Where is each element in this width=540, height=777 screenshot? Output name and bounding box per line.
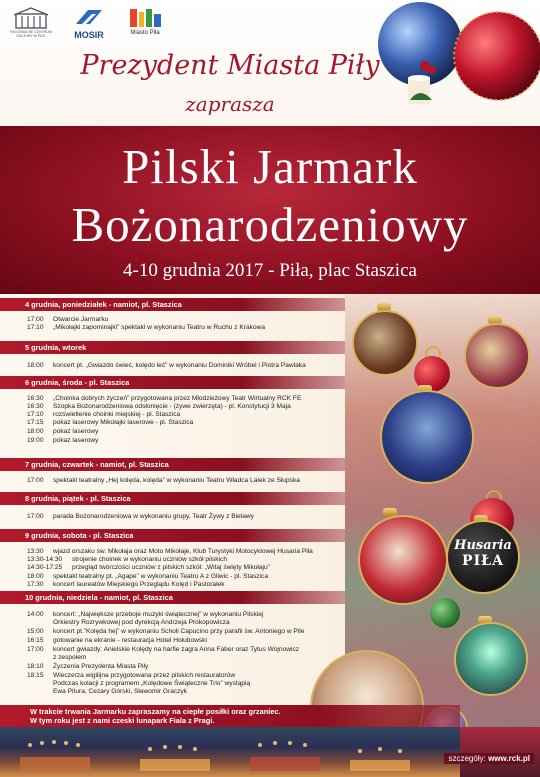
- event-description: spektakl teatralny „Hej kolęda, kolęda” w wykonaniu Teatru Władca Lalek ze Słupska: [53, 477, 300, 484]
- event-description: Wieczerza wigilijna przygotowana przez pilskich restauratorów: [53, 672, 236, 679]
- event-description: „Choinka dobrych życzeń” przygotowana przez Młodzieżowy Teatr Wirtualny RCK FE: [53, 395, 302, 402]
- event-row: [27, 564, 357, 572]
- day-header: 9 grudnia, sobota - pl. Staszica: [0, 529, 345, 542]
- event-time: 16:15: [27, 637, 44, 644]
- event-time: 19:00: [27, 437, 44, 444]
- event-description: koncert laureatów Miejskiego Przeglądu Kolęd i Pastorałek: [53, 581, 225, 588]
- pila-letters-icon: [124, 6, 166, 30]
- event-description: koncert pt. „Gwiazdo świeć, kolędo leć” w wykonaniu Dominiki Wróbel i Piotra Pawlaka: [53, 362, 306, 369]
- event-continuation: Podczas kolacji z programem „Kolędowe Świąteczne Trio” wystąpią: [53, 680, 251, 687]
- event-description: pokaz laserowy Mikołajki laserowe - pl. Staszica: [53, 419, 194, 426]
- rck-building-icon: [10, 6, 52, 30]
- event-row: [27, 672, 357, 680]
- husaria-city: PIŁA: [462, 553, 504, 569]
- ornament-photo-1: [352, 310, 418, 376]
- event-description: „Mikołajki zapominajki” spektakl w wykonaniu Teatru w Ruchu z Krakowa: [53, 324, 266, 331]
- event-time: 13:30-14:30: [27, 556, 63, 563]
- event-time: 13:30: [27, 548, 44, 555]
- event-row: [27, 646, 357, 654]
- event-time: 17:30: [27, 581, 44, 588]
- day-header: 8 grudnia, piątek - pl. Staszica: [0, 492, 345, 505]
- logos: [8, 6, 166, 40]
- event-description: przegląd twórczości uczniów z pilskich szkół: „Witaj święty Mikołaju”: [72, 564, 270, 571]
- day-header: 7 grudnia, czwartek - namiot, pl. Staszica: [0, 458, 345, 471]
- event-time: 18:00: [27, 573, 44, 580]
- details-link-box: [444, 753, 534, 764]
- invites-line: zaprasza: [185, 92, 275, 116]
- event-time: 17:00: [27, 477, 44, 484]
- event-description: koncert: „Największe przeboje muzyki świątecznej” w wykonaniu Pilskiej: [53, 611, 264, 618]
- mosir-logo: [68, 6, 110, 40]
- event-time: 17:10: [27, 324, 44, 331]
- event-row: [27, 362, 357, 370]
- event-description: Życzenia Prezydenta Miasta Piły: [53, 663, 149, 670]
- event-row: [27, 573, 357, 581]
- day-header: 4 grudnia, poniedziałek - namiot, pl. Staszica: [0, 298, 345, 311]
- details-url[interactable]: www.rck.pl: [488, 754, 530, 763]
- event-row: [27, 581, 357, 589]
- event-time: 18:00: [27, 362, 44, 369]
- event-dates-place: 4-10 grudnia 2017 - Piła, plac Staszica: [123, 260, 417, 281]
- event-description: pokaz laserowy: [53, 437, 99, 444]
- event-description: parada Bożonarodzeniowa w wykonaniu grupy, Teatr Żywy z Bielawy: [53, 513, 254, 520]
- event-description: koncert gwiazdy: Anielskie Kolędy na harfie zagra Anna Faber oraz Tytus Wojnowicz: [53, 646, 300, 653]
- event-row: [27, 637, 357, 645]
- details-label: szczegóły:: [448, 754, 486, 763]
- event-time: 17:00: [27, 513, 44, 520]
- event-row: [27, 403, 357, 411]
- event-description: Szopka Bożonarodzeniowa odsłonięcie - (żywe zwierzęta) - pl. Konstytucji 3 Maja: [53, 403, 291, 410]
- ornament-photo-2: [464, 323, 530, 389]
- day-header: 10 grudnia, niedziela - namiot, pl. Staszica: [0, 591, 345, 604]
- event-row: [27, 663, 357, 671]
- mosir-wave-icon: [68, 6, 110, 30]
- event-row: [27, 428, 357, 436]
- event-continuation: Ewa Pitura, Cezary Górski, Sławomir Graczyk: [53, 688, 188, 695]
- event-row: [27, 316, 357, 324]
- lunapark-photo: [0, 727, 460, 777]
- event-row: [27, 411, 357, 419]
- husaria-title: Husaria: [454, 538, 512, 553]
- event-row: [27, 513, 357, 521]
- footer-line-1: W trakcie trwania Jarmarku zapraszamy na ciepłe posiłki oraz grzaniec.: [30, 707, 281, 716]
- ornament-santa-photo: [358, 515, 448, 605]
- husaria-badge: [451, 538, 515, 569]
- event-row: [27, 556, 357, 564]
- event-row: [27, 477, 357, 485]
- event-row: [27, 437, 357, 445]
- event-time: 17:00: [27, 646, 44, 653]
- mosir-logo-text: MOSIR: [74, 30, 104, 40]
- event-row: [27, 548, 357, 556]
- presenter-line: Prezydent Miasta Piły: [80, 50, 380, 81]
- event-continuation: z zespołem: [53, 654, 87, 661]
- ornament-harp-photo: [380, 390, 474, 484]
- day-header: 6 grudnia, środa - pl. Staszica: [0, 376, 345, 389]
- event-row: [27, 628, 357, 636]
- rck-logo: [8, 6, 54, 38]
- event-description: pokaz laserowy: [53, 428, 99, 435]
- event-title-line2: Bożonarodzeniowy: [71, 197, 469, 252]
- event-row: [27, 419, 357, 427]
- bottom-right-photo: [460, 727, 540, 777]
- event-time: 18:15: [27, 672, 44, 679]
- carousel-lights-icon: [0, 727, 460, 777]
- ornament-green-small: [430, 598, 460, 628]
- day-header: 5 grudnia, wtorek: [0, 341, 345, 354]
- pila-logo: [124, 6, 166, 36]
- event-continuation: Orkiestry Rozrywkowej pod dyrekcją Andrzeja Prokopowicza: [53, 619, 230, 626]
- event-time: 16:30: [27, 395, 44, 402]
- event-description: wjazd orszaku św. Mikołaja oraz Moto Mikołaje, Klub Turystyki Motocyklowej Husaria Piła: [53, 548, 313, 555]
- event-time: 14:00: [27, 611, 44, 618]
- event-time: 14:30-17:25: [27, 564, 63, 571]
- event-title-line1: Pilski Jarmark: [122, 139, 418, 194]
- event-description: koncert pt.”Kolęda hej” w wykonaniu Scholi Capucino przy parafii św. Antoniego w Pile: [53, 628, 305, 635]
- pila-logo-text: Miasto Piła: [130, 30, 160, 36]
- event-time: 17:15: [27, 419, 44, 426]
- event-time: 18:00: [27, 428, 44, 435]
- rck-logo-text: REGIONALNE CENTRUM KULTURY W PILE: [10, 30, 52, 38]
- event-description: rozświetlenie choinki miejskiej - pl. Staszica: [53, 411, 181, 418]
- event-time: 18:10: [27, 663, 44, 670]
- event-description: Otwarcie Jarmarku: [53, 316, 109, 323]
- event-time: 16:30: [27, 403, 44, 410]
- ornament-laser-photo: [454, 622, 528, 696]
- event-description: gotowanie na ekranie - restauracja Hotel Hołubowski: [53, 637, 207, 644]
- event-description: strojenie choinek w wykonaniu uczniów szkół pilskich: [72, 556, 228, 563]
- event-description: spektakl teatralny pt. „Agape” w wykonaniu Teatru A z Gliwic - pl. Staszica: [53, 573, 269, 580]
- event-row: [27, 324, 357, 332]
- footer-line-2: W tym roku jest z nami czeski lunapark Fiala z Pragi.: [30, 716, 215, 725]
- event-row: [27, 395, 357, 403]
- event-row: [27, 611, 357, 619]
- event-time: 17:10: [27, 411, 44, 418]
- event-time: 17:00: [27, 316, 44, 323]
- event-time: 15:00: [27, 628, 44, 635]
